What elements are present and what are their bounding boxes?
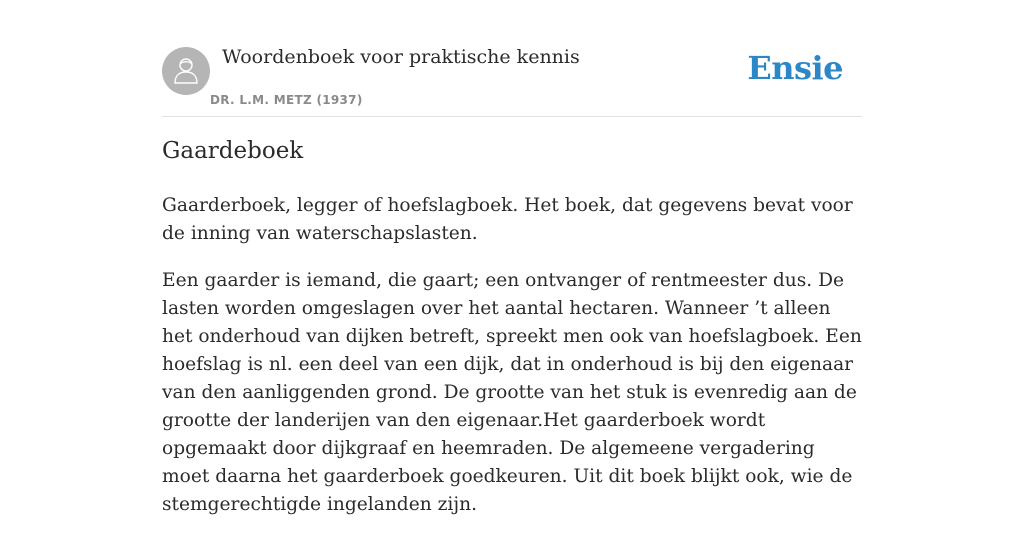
author-label: DR. L.M. METZ (1937) xyxy=(210,93,363,107)
entry-body xyxy=(162,192,862,538)
entry-title: Gaardeboek xyxy=(162,138,304,164)
author-avatar[interactable] xyxy=(162,47,210,95)
source-header xyxy=(162,40,862,117)
book-title-link[interactable]: Woordenboek voor praktische kennis xyxy=(222,46,580,68)
paragraph: Gaarderboek, legger of hoefslagboek. Het boek, dat gegevens bevat voor de inning van waterschapslasten. xyxy=(162,195,853,244)
paragraph: Een gaarder is iemand, die gaart; een ontvanger of rentmeester dus. De lasten worden omgeslagen over het aantal hectaren. Wanneer ’t alleen het onderhoud van dijken betreft, spreekt men ook van hoefslagboek. Een hoefslag is nl. een deel van een dijk, dat in onderhoud is bij den eigenaar van den aanliggenden grond. De grootte van het stuk is evenredig aan de grootte der landerijen van den eigenaar.Het gaarderboek wordt opgemaakt door dijkgraaf en heemraden. De algemeene vergadering moet daarna het gaarderboek goedkeuren. Uit dit boek blijkt ook, wie de stemgerechtigde ingelanden zijn. xyxy=(162,270,862,515)
ensie-logo[interactable]: Ensie xyxy=(747,49,843,87)
user-icon xyxy=(172,56,200,86)
